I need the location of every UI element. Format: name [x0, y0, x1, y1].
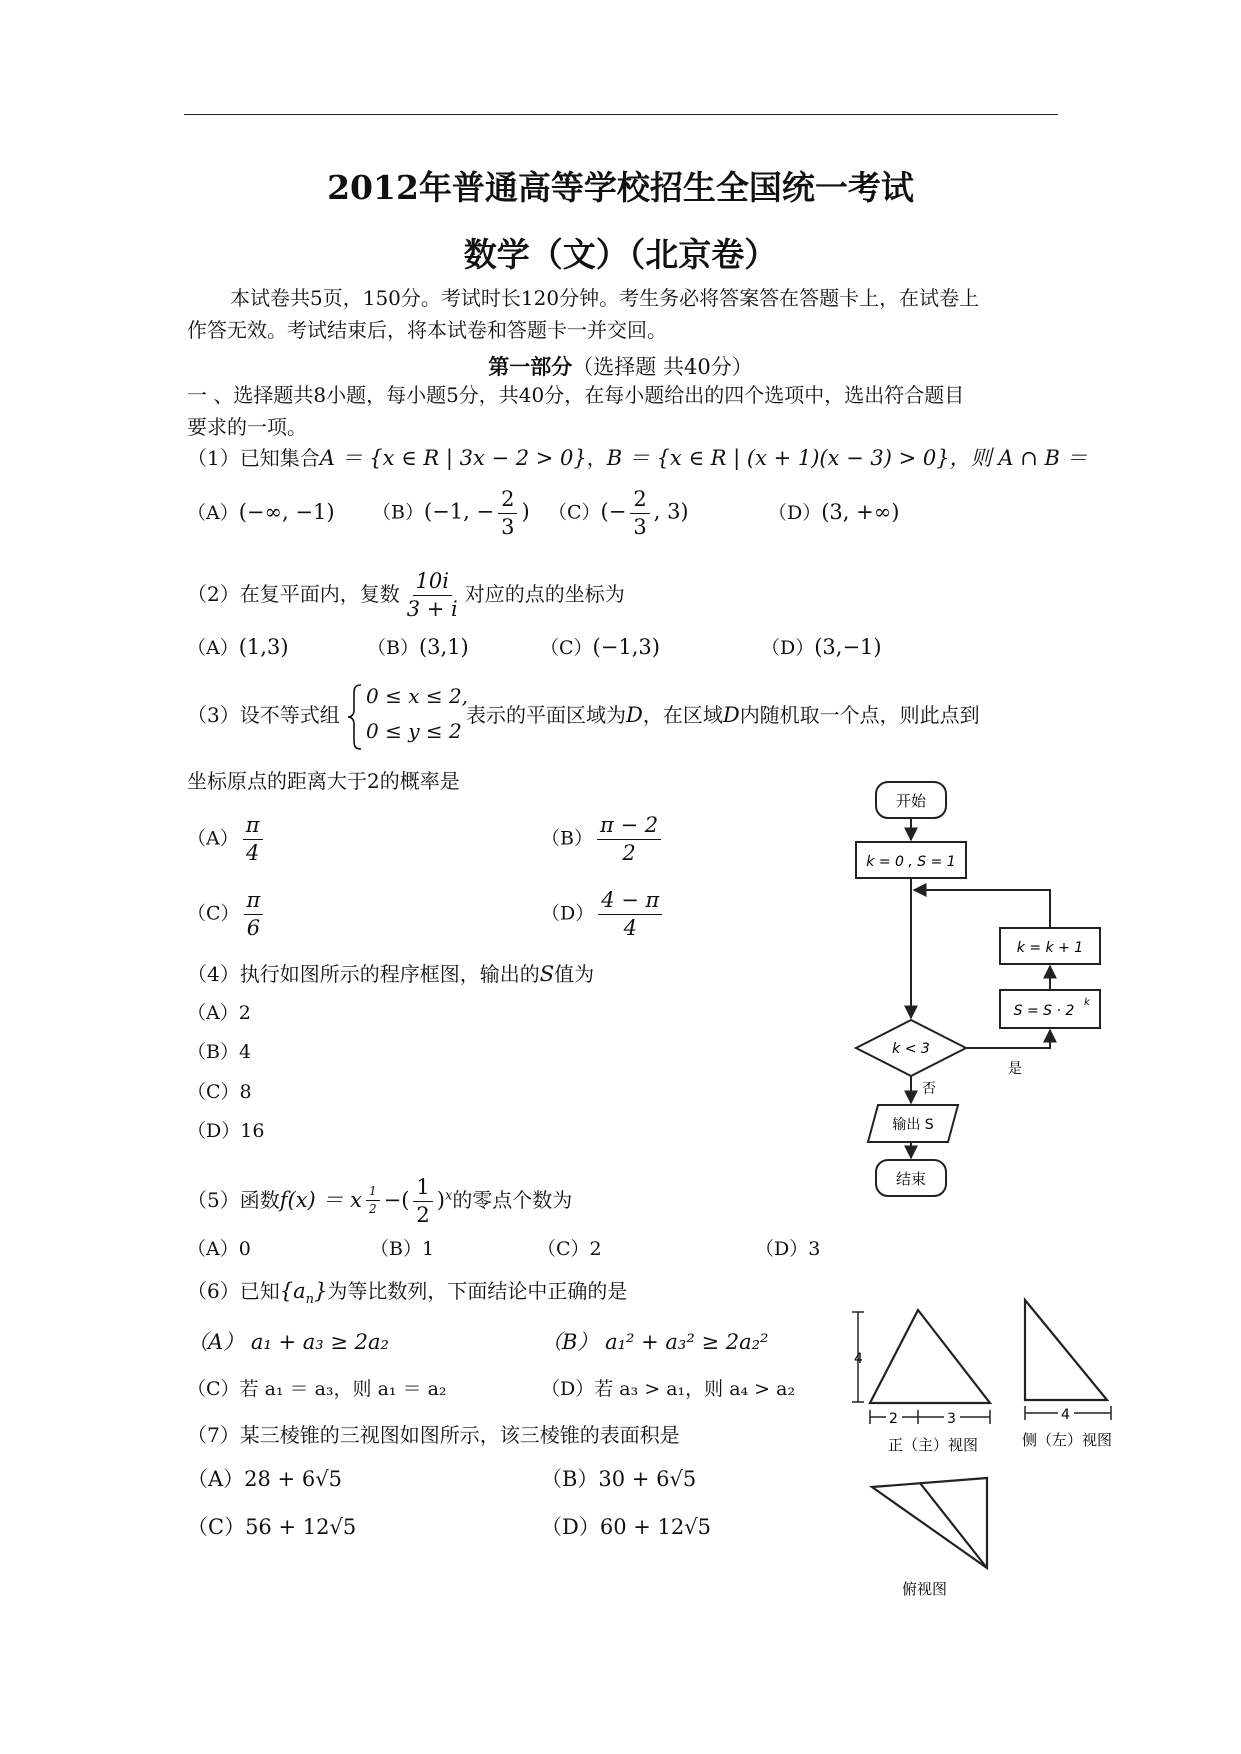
exam-title: 2012年普通高等学校招生全国统一考试 [327, 168, 914, 207]
q1-option-a [187, 502, 335, 523]
q7-option-d: （D）60 + 12√5 [541, 1515, 711, 1539]
flow-yes: 是 [1008, 1061, 1022, 1077]
flow-update-s: S = S · 2 [1013, 1003, 1075, 1019]
q3-option-a [187, 814, 267, 865]
q4-var: S [539, 962, 555, 986]
q1-option-d-value: (3, +∞) [821, 500, 900, 524]
flow-start: 开始 [895, 792, 927, 810]
side-dim: 4 [1061, 1407, 1070, 1423]
top-rule [184, 114, 1058, 115]
q2-lead: （2）在复平面内，复数 [187, 582, 400, 607]
q2-option-a [187, 637, 289, 658]
top-view [872, 1478, 987, 1598]
q6-lead: （6）已知 [187, 1279, 280, 1303]
three-views [830, 1290, 1150, 1600]
q3-option-a-den: 4 [245, 841, 260, 866]
q5-minus: − [383, 1188, 402, 1213]
q1-option-a-label: （A） [187, 502, 239, 524]
q1-option-b-post: ) [521, 499, 530, 524]
flow-init: k = 0 , S = 1 [866, 854, 956, 870]
q3-option-b-num: π − 2 [597, 814, 661, 840]
q3-option-d [541, 889, 666, 940]
q5-exp-den: 2 [368, 1202, 377, 1217]
q1-option-d [768, 502, 899, 523]
q3-line-2: 坐标原点的距离大于2的概率是 [187, 769, 460, 793]
question-7: （7）某三棱锥的三视图如图所示，该三棱锥的表面积是 [187, 1423, 680, 1447]
q1-option-b-pre: (−1, − [423, 499, 495, 524]
q3-region-d-2: D [722, 703, 740, 727]
q5-frac-den: 2 [416, 1203, 430, 1228]
q1-option-c-post: , 3) [653, 499, 689, 524]
flow-end: 结束 [895, 1170, 927, 1188]
q3-option-c-den: 6 [246, 916, 261, 941]
q5-exp-num: 1 [366, 1185, 380, 1201]
q3-brace [345, 682, 365, 752]
q3-option-c-label: （C） [187, 902, 240, 925]
q1-option-c [548, 488, 689, 539]
q1-sep: ， [586, 446, 607, 470]
q6-option-a: （A） a₁ + a₃ ≥ 2a₂ [187, 1330, 389, 1354]
instruction-line-1: 一 、选择题共8小题，每小题5分，共40分，在每小题给出的四个选项中，选出符合题目 [187, 383, 965, 407]
q3-option-d-num: 4 − π [598, 889, 662, 915]
q2-frac-den: 3 + i [406, 597, 458, 622]
q5-lead: （5）函数 [187, 1188, 280, 1213]
q3-inequality-2: 0 ≤ y ≤ 2 [366, 719, 462, 743]
side-view [1022, 1300, 1112, 1449]
question-1 [187, 448, 1088, 469]
intro-line-2: 作答无效。考试结束后，将本试卷和答题卡一并交回。 [187, 318, 667, 342]
exam-subtitle: 数学（文）（北京卷） [463, 235, 778, 274]
front-caption: 正（主）视图 [888, 1436, 979, 1454]
q6-seq-sub: n [305, 1292, 314, 1307]
q3-inequality-1: 0 ≤ x ≤ 2, [366, 684, 469, 708]
q4-lead: （4）执行如图所示的程序框图，输出的 [187, 962, 540, 986]
q7-option-c: （C）56 + 12√5 [187, 1515, 357, 1539]
section-heading-title: 第一部分 [488, 354, 573, 379]
q4-option-a: （A）2 [187, 1002, 251, 1024]
q3-option-a-label: （A） [187, 827, 239, 850]
q3-option-d-label: （D） [541, 902, 595, 925]
q1-option-d-label: （D） [768, 502, 822, 524]
q5-tail: 的零点个数为 [452, 1188, 573, 1213]
q1-option-b [372, 488, 530, 539]
q1-set-b: B ＝ {x ∈ R | (x + 1)(x − 3) > 0} [606, 446, 950, 470]
q2-option-d [761, 637, 882, 658]
q5-func: f(x) ＝ x [279, 1188, 362, 1213]
q2-frac-num: 10i [413, 570, 452, 596]
q1-option-b-den: 3 [501, 515, 515, 540]
q4-option-b: （B）4 [187, 1041, 252, 1063]
side-caption: 侧（左）视图 [1022, 1431, 1113, 1449]
q5-option-a: （A）0 [187, 1238, 251, 1260]
q6-option-c: （C）若 a₁ ＝ a₃，则 a₁ ＝ a₂ [187, 1378, 447, 1400]
q3-tail-2: ，在区域 [642, 703, 723, 727]
q3-lead: （3）设不等式组 [187, 703, 340, 727]
q3-option-c [187, 889, 267, 940]
q1-option-c-den: 3 [633, 515, 647, 540]
q6-option-d: （D）若 a₃ > a₁，则 a₄ > a₂ [541, 1378, 796, 1400]
q2-option-d-value: (3,−1) [814, 635, 882, 659]
top-caption: 俯视图 [902, 1580, 948, 1598]
q4-option-d: （D）16 [187, 1120, 265, 1142]
q3-option-b-label: （B） [541, 827, 593, 850]
q6-seq: {a [279, 1279, 306, 1303]
q2-option-c [540, 637, 660, 658]
q2-option-a-label: （A） [187, 637, 239, 659]
q4-tail: 值为 [554, 962, 595, 986]
q1-option-c-pre: (− [600, 499, 627, 524]
q3-tail [466, 705, 980, 726]
q1-option-c-label: （C） [548, 501, 601, 524]
q5-option-c: （C）2 [537, 1238, 602, 1260]
q3-tail-3: 内随机取一个点，则此点到 [739, 703, 980, 727]
q2-option-b [367, 637, 469, 658]
q4-option-c: （C）8 [187, 1081, 252, 1103]
q2-option-c-value: (−1,3) [592, 635, 660, 659]
q3-option-a-num: π [243, 814, 263, 840]
front-dim-1: 2 [889, 1411, 898, 1427]
q3-option-b-den: 2 [622, 841, 636, 866]
section-heading [0, 351, 1241, 381]
question-5: （5）函数f(x) ＝ x $\frac{1}{2}$ −( $\frac{1}{2}$ )$^x$的零点个数为 [187, 1175, 573, 1228]
question-6 [187, 1281, 627, 1306]
q1-option-b-num: 2 [498, 488, 517, 514]
q5-exp-x: x [444, 1188, 453, 1204]
flow-cond: k < 3 [892, 1041, 930, 1057]
q2-option-d-label: （D） [761, 637, 815, 659]
q3-option-d-den: 4 [623, 916, 637, 941]
q2-option-b-label: （B） [367, 637, 419, 659]
q3-option-b [541, 814, 665, 865]
q5-frac-num: 1 [413, 1176, 432, 1202]
flow-update-s-exp: k [1084, 997, 1090, 1008]
section-heading-note: （选择题 共40分） [572, 355, 753, 379]
q2-tail: 对应的点的坐标为 [464, 582, 625, 607]
instruction-line-2: 要求的一项。 [187, 415, 307, 439]
front-view [852, 1310, 990, 1454]
q6-tail: 为等比数列，下面结论中正确的是 [327, 1279, 628, 1303]
q5-option-b: （B）1 [370, 1238, 435, 1260]
flowchart [840, 780, 1090, 1200]
q1-lead: （1）已知集合 [187, 446, 320, 470]
q3-region-d: D [626, 703, 643, 727]
q7-option-b: （B）30 + 6√5 [541, 1467, 697, 1491]
q3-option-c-num: π [244, 889, 264, 915]
q1-option-c-num: 2 [630, 488, 649, 514]
q1-tail: ，则 A ∩ B ＝ [949, 446, 1088, 470]
q6-seq-close: } [314, 1279, 328, 1303]
q1-set-a: A ＝ {x ∈ R | 3x − 2 > 0} [319, 446, 587, 470]
q7-option-a: （A）28 + 6√5 [187, 1467, 342, 1491]
q1-option-a-value: (−∞, −1) [238, 500, 335, 524]
q3-tail-1: 表示的平面区域为 [466, 703, 626, 727]
q1-option-b-label: （B） [372, 501, 424, 524]
q5-option-d: （D）3 [755, 1238, 821, 1260]
q2-option-b-value: (3,1) [418, 635, 469, 659]
q6-option-b: （B） a₁² + a₃² ≥ 2a₂² [541, 1330, 769, 1354]
flow-no: 否 [922, 1081, 936, 1097]
q2-option-a-value: (1,3) [238, 635, 289, 659]
intro-line-1: 本试卷共5页，150分。考试时长120分钟。考生务必将答案答在答题卡上，在试卷上 [230, 286, 980, 310]
front-dim-2: 3 [947, 1411, 956, 1427]
q2-option-c-label: （C） [540, 637, 593, 659]
question-2 [187, 570, 625, 621]
question-4 [187, 964, 594, 985]
flow-update-k: k = k + 1 [1016, 940, 1084, 956]
front-height-label: 4 [854, 1351, 863, 1367]
flow-output: 输出 S [892, 1117, 934, 1133]
